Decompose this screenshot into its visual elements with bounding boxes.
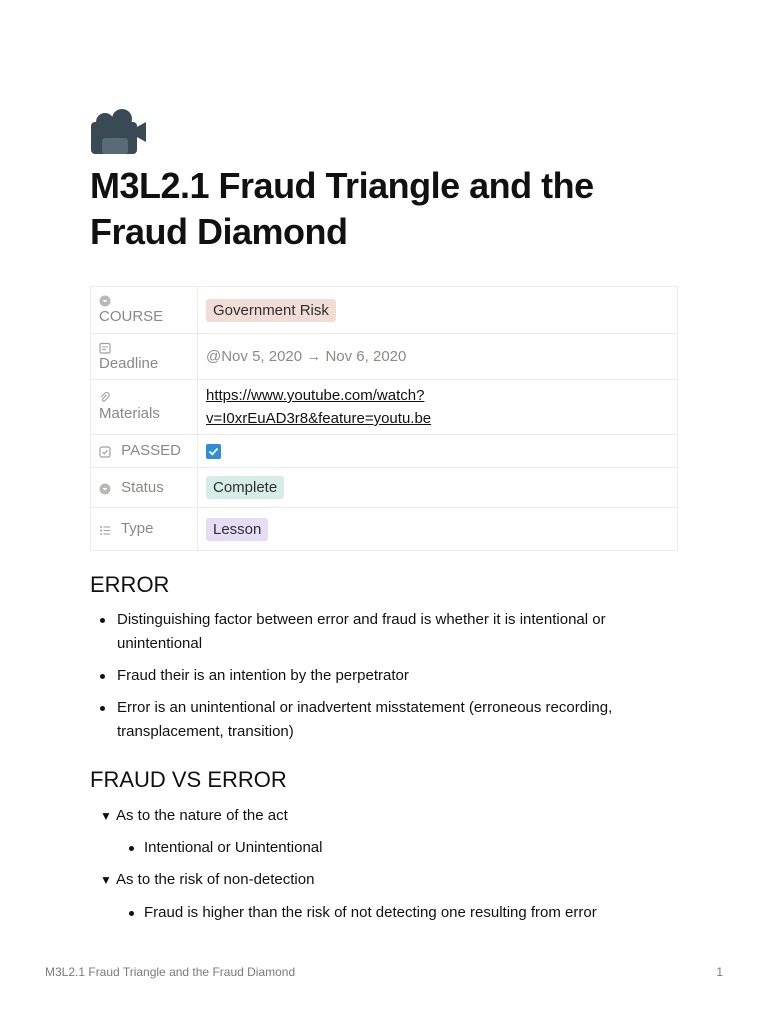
properties-table bbox=[90, 286, 678, 551]
section-heading-error: ERROR bbox=[90, 572, 170, 597]
property-row-course bbox=[91, 287, 678, 334]
footer-doc-title: M3L2.1 Fraud Triangle and the Fraud Diamond bbox=[45, 965, 296, 979]
page-title: M3L2.1 Fraud Triangle and the Fraud Diamond bbox=[90, 165, 594, 252]
type-tag[interactable]: Lesson bbox=[206, 518, 268, 541]
toggle-triangle-icon[interactable]: ▼ bbox=[100, 809, 112, 823]
materials-link[interactable]: https://www.youtube.com/watch? v=I0xrEuAD3r8&feature=youtu.be bbox=[206, 387, 432, 427]
property-row-type bbox=[91, 508, 678, 551]
deadline-date-range[interactable]: @Nov 5, 2020 → Nov 6, 2020 bbox=[206, 348, 407, 365]
property-value-passed bbox=[198, 435, 678, 468]
property-label: Type bbox=[120, 520, 154, 537]
property-label: Deadline bbox=[99, 354, 159, 372]
property-row-materials bbox=[91, 380, 678, 435]
property-row-deadline bbox=[91, 334, 678, 380]
property-name-course bbox=[91, 287, 198, 334]
property-label: Status bbox=[121, 478, 164, 496]
property-label: PASSED bbox=[121, 442, 181, 459]
passed-checkbox[interactable] bbox=[206, 444, 221, 459]
calendar-icon bbox=[99, 341, 111, 353]
list-icon bbox=[99, 523, 111, 535]
course-tag[interactable]: Government Risk bbox=[206, 299, 336, 322]
property-name-type bbox=[91, 508, 198, 551]
list-item: Fraud is higher than the risk of not detecting one resulting from error bbox=[127, 901, 597, 925]
toggle-risk-of-non-detection[interactable] bbox=[100, 868, 314, 892]
checkbox-icon bbox=[99, 445, 111, 457]
status-tag[interactable]: Complete bbox=[206, 476, 284, 499]
toggle-nature-of-act[interactable] bbox=[100, 804, 288, 828]
property-name-passed bbox=[91, 435, 198, 468]
section-heading-fraud-vs-error: FRAUD VS ERROR bbox=[90, 767, 287, 792]
property-label: Materials bbox=[99, 405, 160, 422]
property-row-passed bbox=[91, 435, 678, 468]
list-item: Intentional or Unintentional bbox=[127, 836, 322, 860]
error-bullet-list bbox=[90, 608, 670, 744]
property-value-deadline[interactable] bbox=[198, 334, 678, 380]
property-value-materials bbox=[198, 380, 678, 435]
toggle-label: As to the nature of the act bbox=[116, 807, 288, 824]
page-number: 1 bbox=[716, 965, 723, 979]
property-name-materials bbox=[91, 380, 198, 435]
property-name-status bbox=[91, 468, 198, 508]
property-value-type[interactable] bbox=[198, 508, 678, 551]
toggle-triangle-icon[interactable]: ▼ bbox=[100, 873, 112, 887]
paperclip-icon bbox=[99, 391, 111, 403]
list-item: Fraud their is an intention by the perpetrator bbox=[90, 664, 670, 688]
property-value-status[interactable] bbox=[198, 468, 678, 508]
movie-camera-icon bbox=[90, 108, 148, 158]
select-icon bbox=[99, 294, 111, 306]
select-icon bbox=[99, 482, 111, 494]
toggle-label: As to the risk of non-detection bbox=[116, 871, 315, 888]
property-label: COURSE bbox=[99, 308, 164, 325]
list-item: Error is an unintentional or inadvertent misstatement (erroneous recording, transplacement, transition) bbox=[90, 696, 670, 744]
list-item: Distinguishing factor between error and fraud is whether it is intentional or unintentional bbox=[90, 608, 670, 656]
property-row-status bbox=[91, 468, 678, 508]
property-value-course[interactable] bbox=[198, 287, 678, 334]
property-name-deadline bbox=[91, 334, 198, 380]
